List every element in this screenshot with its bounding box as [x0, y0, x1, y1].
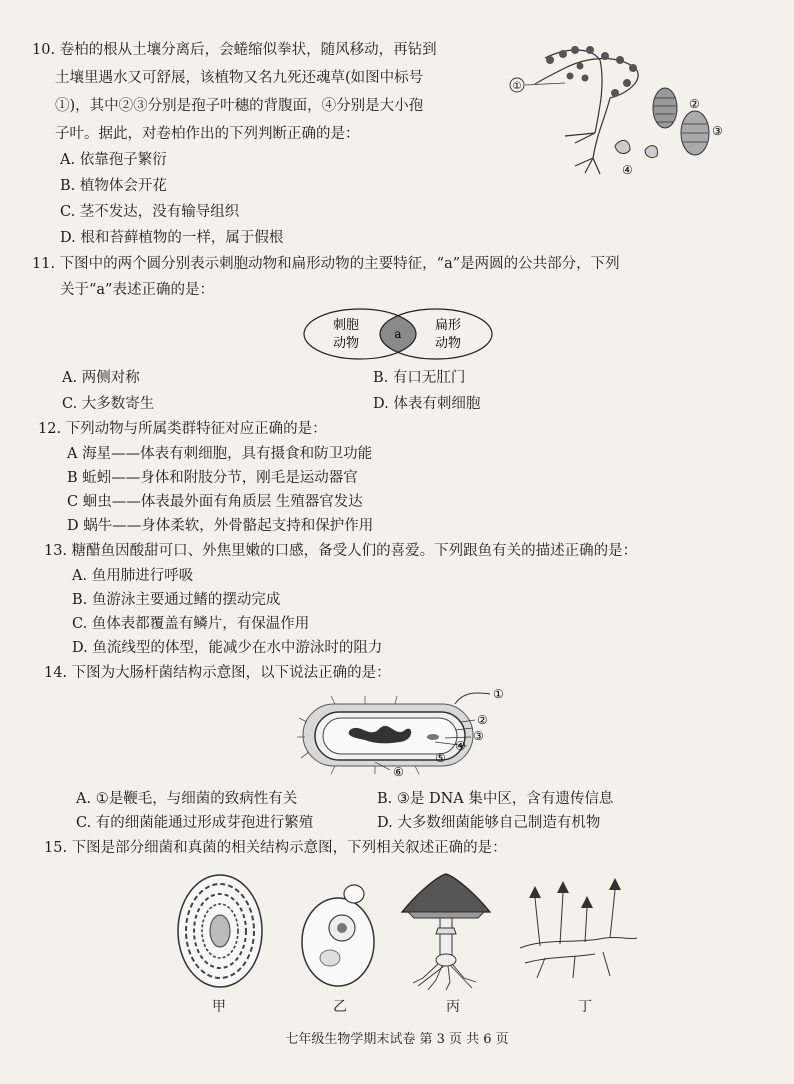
- ecoli-label-2: ②: [477, 713, 488, 727]
- q13-stem: 13. 糖醋鱼因酸甜可口、外焦里嫩的口感，备受人们的喜爱。下列跟鱼有关的描述正确的是：: [44, 543, 638, 559]
- q12-stem: 12. 下列动物与所属类群特征对应正确的是：: [38, 421, 327, 437]
- page-footer: 七年级生物学期末试卷 第 3 页 共 6 页: [285, 1032, 509, 1047]
- ecoli-label-5: ⑤: [435, 751, 446, 765]
- q11-stem-line-2: 关于“a”表述正确的是：: [60, 282, 214, 298]
- q14-option-b: B. ③是 DNA 集中区，含有遗传信息: [377, 791, 614, 807]
- q14-option-d: D. 大多数细菌能够自己制造有机物: [377, 815, 601, 831]
- caption-bing: 丙: [446, 999, 460, 1015]
- fig-bing-mushroom: [398, 868, 493, 993]
- selaginella-figure: [505, 38, 725, 180]
- venn-center-label: a: [394, 327, 402, 341]
- q12-option-d: D 蜗牛——身体柔软，外骨骼起支持和保护作用: [67, 518, 374, 534]
- q13-option-b: B. 鱼游泳主要通过鳍的摆动完成: [72, 592, 281, 608]
- q12-option-c: C 蛔虫——体表最外面有角质层 生殖器官发达: [67, 494, 363, 510]
- q12-option-b: B 蚯蚓——身体和附肢分节，刚毛是运动器官: [67, 470, 358, 486]
- q11-option-c: C. 大多数寄生: [62, 396, 155, 412]
- figure-label-2: ②: [689, 97, 700, 111]
- fig-yi-yeast: [298, 880, 378, 990]
- q11-option-d: D. 体表有刺细胞: [373, 396, 481, 412]
- ecoli-label-6: ⑥: [393, 765, 404, 779]
- q10-stem-line-2: 土壤里遇水又可舒展，该植物又名九死还魂草(如图中标号: [55, 70, 424, 86]
- caption-jia: 甲: [212, 999, 226, 1015]
- q13-option-d: D. 鱼流线型的体型，能减少在水中游泳时的阻力: [72, 640, 383, 656]
- q14-stem: 14. 下图为大肠杆菌结构示意图，以下说法正确的是：: [44, 665, 391, 681]
- q15-stem: 15. 下图是部分细菌和真菌的相关结构示意图，下列相关叙述正确的是：: [44, 840, 507, 856]
- q11-stem-line-1: 11. 下图中的两个圆分别表示刺胞动物和扁形动物的主要特征，“a”是两圆的公共部分，下列: [32, 256, 620, 272]
- q10-stem-line-1: 10. 卷柏的根从土壤分离后，会蜷缩似拳状，随风移动，再钻到: [32, 42, 437, 58]
- caption-ding: 丁: [578, 999, 592, 1015]
- q10-option-b: B. 植物体会开花: [60, 178, 167, 194]
- ecoli-label-3: ③: [473, 729, 484, 743]
- q10-stem-line-3: ①)，其中②③分别是孢子叶穗的背腹面，④分别是大小孢: [55, 98, 424, 114]
- ecoli-label-4: ④: [455, 739, 466, 753]
- q12-option-a: A 海星——体表有刺细胞，具有摄食和防卫功能: [67, 446, 373, 462]
- q10-stem-line-4: 子叶。据此，对卷柏作出的下列判断正确的是：: [55, 126, 360, 142]
- q14-option-c: C. 有的细菌能通过形成芽孢进行繁殖: [76, 815, 314, 831]
- ecoli-figure: [295, 682, 515, 782]
- venn-diagram: [298, 305, 498, 363]
- venn-right-label-1: 扁形: [434, 318, 462, 333]
- venn-left-label-1: 刺胞: [332, 318, 360, 333]
- q13-option-c: C. 鱼体表都覆盖有鳞片，有保温作用: [72, 616, 310, 632]
- q14-option-a: A. ①是鞭毛，与细菌的致病性有关: [76, 791, 298, 807]
- q11-option-a: A. 两侧对称: [62, 370, 140, 386]
- figure-label-3: ③: [712, 124, 723, 138]
- fig-ding-mold: [515, 878, 640, 983]
- ecoli-label-1: ①: [493, 687, 504, 701]
- venn-right-label-2: 动物: [434, 336, 462, 351]
- venn-left-label-2: 动物: [332, 336, 360, 351]
- fig-jia-bacterium: [175, 872, 265, 990]
- q10-option-a: A. 依靠孢子繁衍: [60, 152, 167, 168]
- q10-option-d: D. 根和苔藓植物的一样，属于假根: [60, 230, 284, 246]
- figure-label-4: ④: [622, 163, 633, 177]
- figure-label-1: ①: [512, 81, 522, 92]
- q10-option-c: C. 茎不发达，没有输导组织: [60, 204, 240, 220]
- caption-yi: 乙: [333, 999, 347, 1015]
- q13-option-a: A. 鱼用肺进行呼吸: [72, 568, 194, 584]
- q11-option-b: B. 有口无肛门: [373, 370, 466, 386]
